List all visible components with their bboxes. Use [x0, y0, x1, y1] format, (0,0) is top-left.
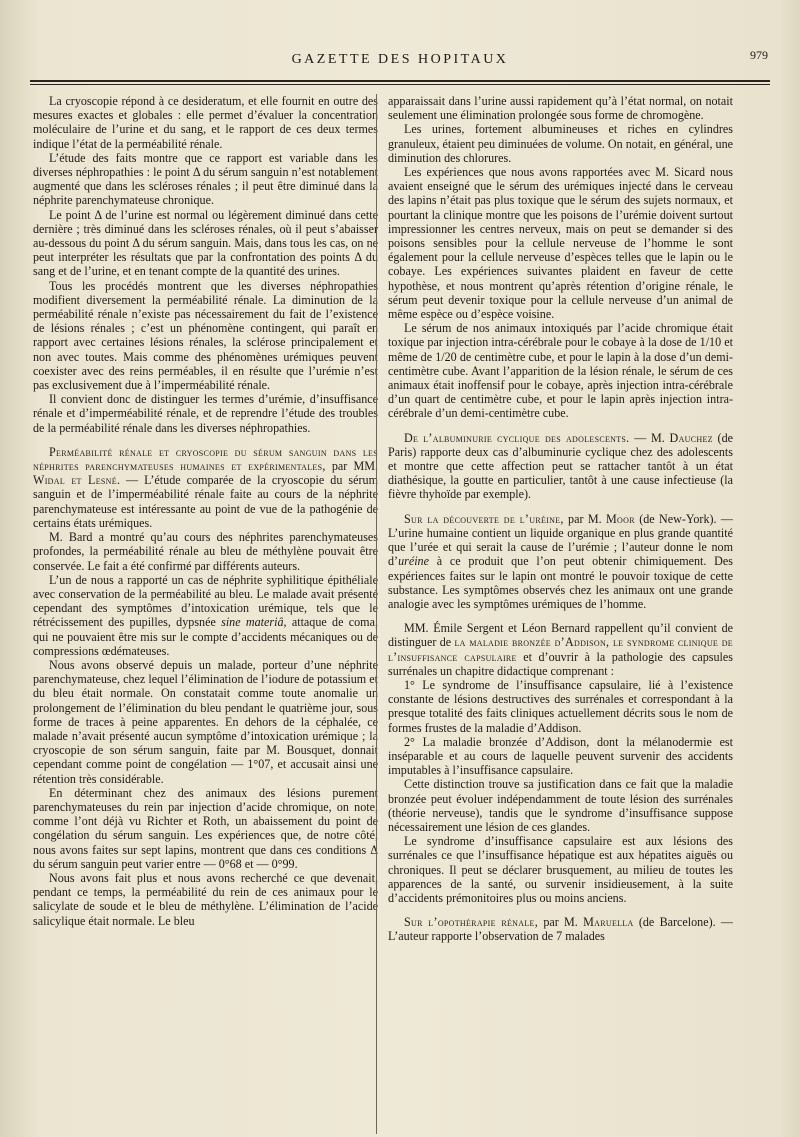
- section-opotherapie: [388, 915, 733, 943]
- section-by: par MM.: [325, 459, 378, 474]
- section-by: par M.: [538, 915, 584, 930]
- section-text: (de New-York). — L’urine humaine contient un liquide organique en plus grande quantité que l’urée et qui serait la cause de l’urémie ; l’auteur donne le nom d’: [388, 511, 733, 569]
- paragraph: En déterminant chez des animaux des lésions purement parenchymateuses du rein par injection d’acide chromique, on note, comme l’ont déjà vu Richter et Roth, un abaissement du point de congélation du sérum sanguin. Les expériences que, de notre côté, nous avons faites sur sept lapins, montrent que dans ces conditions Δ du sérum sanguin peut varier entre — 0°68 et — 0°99.: [33, 785, 378, 871]
- paragraph: Le sérum de nos animaux intoxiqués par l’acide chromique était toxique par injection intra-cérébrale pour le cobaye à la dose de 1/10 et même de 1/20 de centimètre cube, et pour le lapin à la dose d’un demi-centimètre cube. Avant l’apparition de la lésion rénale, le sérum de ces animaux était inoffensif pour le cobaye, après injection intra-cérébrale d’un quart de centimètre cube, et pour le lapin après injection intra-cérébrale d’un demi-centimètre cube.: [388, 321, 733, 421]
- section-ureine: [388, 512, 733, 611]
- section-authors: Dauchez: [669, 430, 713, 445]
- paragraph: Le syndrome d’insuffisance capsulaire est aux lésions des surrénales ce que l’insuffisance hépatique est aux hépatites aiguës ou chroniques. Il peut se déclarer brusquement, au milieu de toutes les apparences de la santé, ou survenir insidieusement, à la suite d’accidents prémonitoires plus ou moins anciens.: [388, 834, 733, 905]
- section-heading: De l’albuminurie cyclique des adolescents.: [404, 430, 630, 445]
- left-column: [33, 94, 378, 1134]
- paragraph: Cette distinction trouve sa justification dans ce fait que la maladie bronzée peut évoluer indépendamment de toute lésion des surrénales (théorie nerveuse), tandis que le syndrome d’insuffisance suppose nécessairement une lésion de ces glandes.: [388, 777, 733, 834]
- section-heading: Sur l’opothérapie rénale,: [404, 915, 539, 930]
- section-text: (de Paris) rapporte deux cas d’albuminurie cyclique chez des adolescents et montre que cette affection peut se rattacher tantôt à un état diathésique, la goutte en particulier, tantôt à une cause infectieuse (la fièvre thyhoïde par exemple).: [388, 430, 733, 502]
- paragraph: La cryoscopie répond à ce desideratum, et elle fournit en outre des mesures exactes et globales : elle permet d’évaluer la concentration moléculaire de l’urine et du sang, et le rapport de ces deux termes indique l’état de la perméabilité rénale.: [33, 94, 378, 151]
- paragraph: Il convient donc de distinguer les termes d’urémie, d’insuffisance rénale et d’imperméabilité rénale, et de reprendre l’étude des troubles de la perméabilité rénale dans les diverses néphropathies.: [33, 392, 378, 435]
- paragraph: Les expériences que nous avons rapportées avec M. Sicard nous avaient enseigné que le sérum des urémiques injecté dans le cerveau des lapins n’était pas plus toxique que le sérum des sujets normaux, et pourtant la clinique montre que les poisons de l’urémie doivent surtout impressionner les centres nerveux, mais on peut se demander si des poisons sensibles pour la cellule nerveuse de l’homme le sont également pour la cellule nerveuse d’espèces telles que le lapin ou le cobaye. Les expériences suivantes plaident en faveur de cette hypothèse, et nous montrent qu’après rétention d’origine rénale, le sérum peut devenir toxique pour la cellule nerveuse d’un animal de même espèce ou d’espèce voisine.: [388, 165, 733, 322]
- paragraph: Les urines, fortement albumineuses et riches en cylindres granuleux, étaient peu diminuées de volume. On notait, en général, une diminution des chlorures.: [388, 122, 733, 165]
- paragraph: 1° Le syndrome de l’insuffisance capsulaire, lié à l’existence constante de lésions destructives des surrénales et correspondant à la presque totalité des faits cliniques actuellement décrits sous le nom de formes frustes de la maladie d’Addison.: [388, 677, 733, 735]
- header-rule-thin: [30, 84, 770, 85]
- paragraph: Tous les procédés montrent que les diverses néphropathies modifient diversement la perméabilité rénale. La diminution de la perméabilité rénale n’existe pas nécessairement du fait de l’existence de lésions rénales ; c’est un phénomène contingent, qui paraît en rapport avec certaines lésions rénales, la sclérose principalement et non avec toutes. Mais comme des phénomènes urémiques peuvent coexister avec des reins perméables, il en résulte que l’urémie n’est pas exclusivement due à l’imperméabilité rénale.: [33, 278, 378, 393]
- paragraph: L’étude des faits montre que ce rapport est variable dans les diverses néphropathies : le point Δ du sérum sanguin n’est notablement augmenté que dans les scléroses rénales ; il peut être diminué dans la néphrite parenchymateuse chronique.: [33, 150, 378, 208]
- section-text: (de Barcelone). — L’auteur rapporte l’observation de 7 malades: [388, 915, 733, 944]
- column-divider: [376, 94, 377, 1134]
- section-text: . — L’étude comparée de la cryoscopie du sérum sanguin et de l’imperméabilité rénale faite au cours de la néphrite parenchymateuse est intéressante au point de vue de la pathogénie de certains états urémiques.: [33, 473, 378, 530]
- header-rule-thick: [30, 80, 770, 82]
- page-number: 979: [750, 48, 768, 62]
- paragraph: Nous avons observé depuis un malade, porteur d’une néphrite parenchymateuse, chez lequel l’élimination de l’iodure de potassium et du bleu était normale. On constatait comme toute anomalie un prolongement de l’élimination du bleu pendant le quatrième jour, sous forme de traces à peine apparentes. En dehors de la céphalée, ce malade n’avait présenté aucun symptôme d’intoxication urémique ; la cryoscopie de son sérum sanguin, faite par M. Bousquet, donnait cependant comme point de congélation — 1°07, et accusait ainsi une rétention très considérable.: [33, 657, 378, 786]
- section-authors: Maruella: [583, 915, 634, 930]
- paragraph: 2° La maladie bronzée d’Addison, dont la mélanodermie est inséparable et au cours de laquelle peuvent survenir des accidents imputables à l’insuffisance capsulaire.: [388, 734, 733, 778]
- section-heading: Sur la découverte de l’uréine,: [404, 511, 564, 526]
- section-by: — M.: [629, 430, 670, 445]
- paragraph: M. Bard a montré qu’au cours des néphrites parenchymateuses profondes, la perméabilité rénale au bleu de méthylène pouvait être conservée. Le fait a été confirmé par différents auteurs.: [33, 530, 378, 573]
- journal-title: GAZETTE DES HOPITAUX: [291, 52, 509, 67]
- paragraph-text: , attaque de coma, qui ne pouvaient être mis sur le compte d’accidents mécaniques ou de compressions œdémateuses.: [33, 615, 378, 658]
- italic-term: sine materiâ: [221, 615, 284, 630]
- section-authors: Moor: [605, 511, 635, 526]
- page-header: [30, 48, 770, 72]
- paragraph: Nous avons fait plus et nous avons recherché ce que devenait, pendant ce temps, la perméabilité du rein de ces animaux pour le salicylate de soude et le bleu de méthylène. L’élimination de l’acide salicylique était normale. Le bleu: [33, 870, 378, 928]
- italic-term: uréine: [398, 554, 429, 569]
- section-text: à ce produit que l’on peut obtenir chimiquement. Des expériences faites sur le lapin ont montré le pouvoir toxique de cette substance. Les symptômes observés chez les animaux ont une grande analogie avec les symptômes urémiques de l’homme.: [388, 554, 733, 611]
- paragraph: Le point Δ de l’urine est normal ou légèrement diminué dans cette dernière ; très diminué dans les scléroses rénales, où il peut s’abaisser au-dessous du point Δ du sérum sanguin. Mais, dans tous les cas, on ne peut interpréter les résultats que par la confrontation des points Δ du sang et de l’urine, et en tenant compte de la quantité des urines.: [33, 207, 378, 279]
- section-authors: Widal et Lesné: [33, 473, 117, 488]
- section-widal-lesne: [33, 445, 378, 530]
- right-column: [388, 94, 733, 1134]
- section-intro: MM. Émile Sergent et Léon Bernard rappellent qu’il convient de distinguer de: [388, 621, 733, 650]
- section-addison: [388, 621, 733, 678]
- section-heading: la maladie bronzée d’Addison, le syndrome clinique de l’insuffisance capsulaire: [388, 635, 733, 664]
- section-heading: Perméabilité rénale et cryoscopie du sérum sanguin dans les néphrites parenchymateuses humaines et expérimentales,: [33, 444, 378, 474]
- section-text: et d’ouvrir à la pathologie des capsules surrénales un chapitre didactique comprenant :: [388, 649, 733, 678]
- paragraph-text: L’un de nous a rapporté un cas de néphrite syphilitique épithéliale avec conservation de la perméabilité au bleu. Le malade avait présenté cependant des symptômes d’intoxication urémique, tels que le rétrécissement des pupilles, dypsnée: [33, 572, 378, 630]
- paragraph: apparaissait dans l’urine aussi rapidement qu’à l’état normal, on notait seulement une élimination prolongée sous forme de chromogène.: [388, 94, 733, 123]
- section-by: par M.: [563, 511, 606, 526]
- paragraph: [33, 573, 378, 658]
- section-albuminurie: [388, 431, 733, 502]
